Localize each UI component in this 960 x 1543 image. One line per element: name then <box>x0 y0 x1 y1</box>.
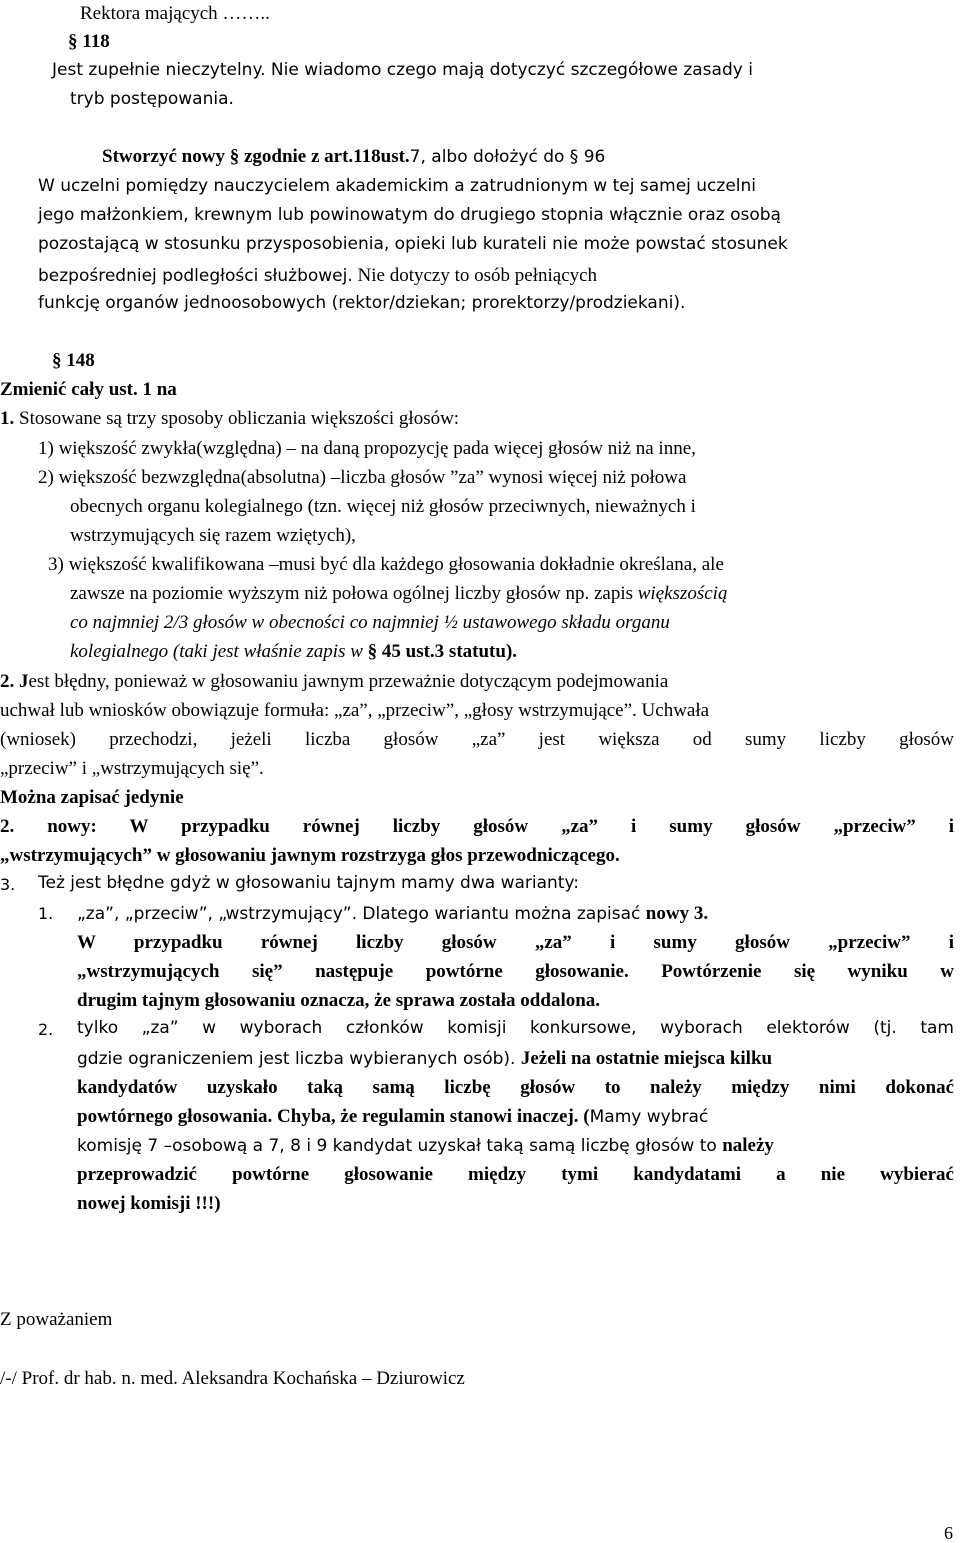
text-line <box>0 672 668 691</box>
text-line: wstrzymujących się razem wziętych), <box>70 525 356 546</box>
text-run: Stosowane są trzy sposoby obliczania większości głosów: <box>14 408 460 429</box>
closing-salutation: Z poważaniem <box>0 1309 113 1330</box>
text-run: est błędny, ponieważ w głosowaniu jawnym przeważnie dotyczącym podejmowania <box>28 671 669 692</box>
text-line <box>38 266 597 285</box>
text-line: funkcję organów jednoosobowych (rektor/dziekan; prorektorzy/prodziekani). <box>38 293 686 313</box>
text-line: drugim tajnym głosowaniu oznacza, że sprawa została oddalona. <box>77 990 601 1011</box>
text-line: 2. nowy: W przypadku równej liczby głosów „za” i sumy głosów „przeciw” i <box>0 816 954 837</box>
text-line: przeprowadzić powtórne głosowanie między tymi kandydatami a nie wybierać <box>77 1164 954 1185</box>
text-line: kandydatów uzyskało taką samą liczbę głosów to należy między nimi dokonać <box>77 1077 954 1098</box>
list-number: 1. <box>38 904 54 923</box>
italic-line: co najmniej 2/3 głosów w obecności co najmniej ½ ustawowego składu organu <box>70 612 670 633</box>
item-number: 2. <box>0 671 15 692</box>
text-line: „przeciw” i „wstrzymujących się”. <box>0 758 264 779</box>
text-line: Też jest błędne gdyż w głosowaniu tajnym mamy dwa warianty: <box>38 873 580 893</box>
list-number: 3. <box>0 875 16 894</box>
text-run: 7, albo dołożyć do § 96 <box>409 147 606 167</box>
list-item: 3) większość kwalifikowana –musi być dla każdego głosowania dokładnie określana, ale <box>48 554 724 575</box>
text-run: Nie dotyczy to osób pełniących <box>352 265 598 286</box>
bold-run: należy <box>722 1135 774 1156</box>
text-line: Jest zupełnie nieczytelny. Nie wiadomo czego mają dotyczyć szczegółowe zasady i <box>52 60 753 80</box>
text-line: obecnych organu kolegialnego (tzn. więcej niż głosów przeciwnych, nieważnych i <box>70 496 696 517</box>
text-line <box>77 1107 708 1126</box>
text-line: tylko „za” w wyborach członków komisji konkursowe, wyborach elektorów (tj. tam <box>77 1018 954 1038</box>
text-line: jego małżonkiem, krewnym lub powinowatym do drugiego stopnia włącznie oraz osobą <box>38 205 781 225</box>
list-item: 1) większość zwykła(względna) – na daną propozycję pada więcej głosów niż na inne, <box>38 438 696 459</box>
text-line <box>77 1136 774 1155</box>
signature-line: /-/ Prof. dr hab. n. med. Aleksandra Kochańska – Dziurowicz <box>0 1368 465 1389</box>
bold-run: § 45 ust.3 statutu). <box>362 641 518 662</box>
text-run: zawsze na poziomie wyższym niż połowa ogólnej liczby głosów np. zapis <box>70 583 638 604</box>
text-run: komisję 7 –osobową a 7, 8 i 9 kandydat uzyskał taką samą liczbę głosów to <box>77 1136 723 1156</box>
list-item: 2) większość bezwzględna(absolutna) –liczba głosów ”za” wynosi więcej niż połowa <box>38 467 687 488</box>
text-line <box>102 147 605 166</box>
bold-run: J <box>14 671 29 692</box>
list-number: 2. <box>38 1020 54 1039</box>
italic-run: kolegialnego (taki jest właśnie zapis w <box>70 641 363 662</box>
bold-run: nowy 3. <box>645 903 709 924</box>
text-line: „wstrzymujących” w głosowaniu jawnym rozstrzyga głos przewodniczącego. <box>0 845 620 866</box>
text-run: gdzie ograniczeniem jest liczba wybieranych osób). <box>77 1049 521 1069</box>
text-line: (wniosek) przechodzi, jeżeli liczba głosów „za” jest większa od sumy liczby głosów <box>0 729 954 750</box>
text-line: Rektora mających …….. <box>80 3 270 24</box>
text-line <box>70 584 727 603</box>
text-line: „wstrzymujących się” następuje powtórne głosowanie. Powtórzenie się wyniku w <box>77 961 954 982</box>
item-number: 1. <box>0 408 15 429</box>
text-line: uchwał lub wniosków obowiązuje formuła: „za”, „przeciw”, „głosy wstrzymujące”. Uchwała <box>0 700 710 721</box>
text-line: nowej komisji !!!) <box>77 1193 221 1214</box>
italic-run: większością <box>637 583 728 604</box>
text-line <box>77 904 708 923</box>
text-run: Mamy wybrać <box>589 1107 709 1127</box>
bold-run: Jeżeli na ostatnie miejsca kilku <box>520 1048 773 1069</box>
text-line: pozostającą w stosunku przysposobienia, opieki lub kurateli nie może powstać stosunek <box>38 234 788 254</box>
text-line: W przypadku równej liczby głosów „za” i sumy głosów „przeciw” i <box>77 932 954 953</box>
text-run: „za”, „przeciw”, „wstrzymujący”. Dlatego wariantu można zapisać <box>77 904 646 924</box>
text-line <box>70 642 517 661</box>
section-heading: § 118 <box>68 31 110 52</box>
page-number: 6 <box>944 1523 953 1543</box>
text-run: bezpośredniej podległości służbowej. <box>38 266 353 286</box>
instruction-line: Zmienić cały ust. 1 na <box>0 379 177 400</box>
bold-run: Stworzyć nowy § zgodnie z art.118ust. <box>102 146 410 167</box>
bold-run: powtórnego głosowania. Chyba, że regulamin stanowi inaczej. ( <box>77 1106 590 1127</box>
section-heading: § 148 <box>52 350 95 371</box>
instruction-line: Można zapisać jedynie <box>0 787 184 808</box>
text-line <box>0 409 459 428</box>
text-line <box>77 1049 772 1068</box>
text-line: tryb postępowania. <box>70 89 234 109</box>
text-line: W uczelni pomiędzy nauczycielem akademickim a zatrudnionym w tej samej uczelni <box>38 176 757 196</box>
